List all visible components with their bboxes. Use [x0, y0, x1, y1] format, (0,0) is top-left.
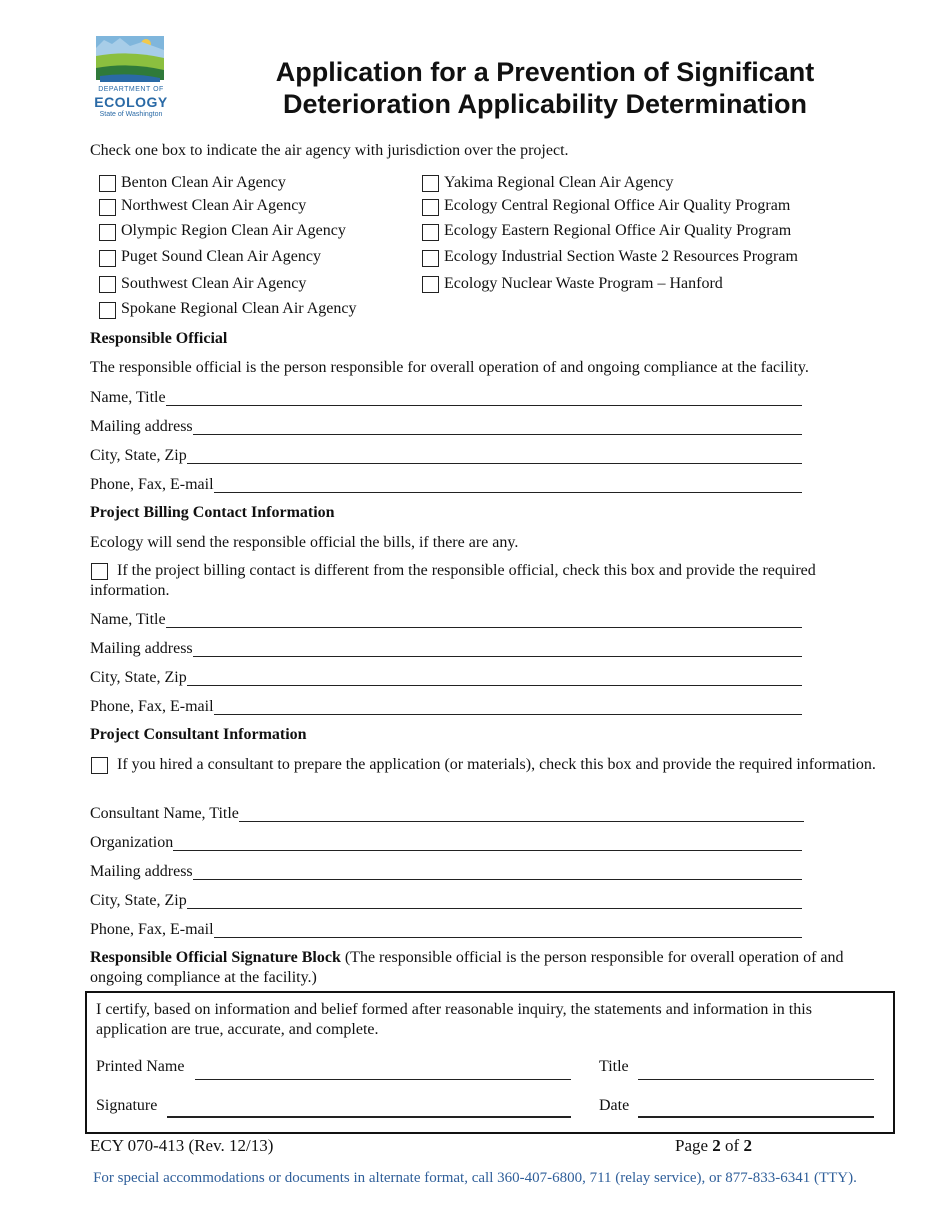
title-line[interactable]	[638, 1079, 874, 1080]
checkbox-agency-southwest[interactable]	[99, 276, 116, 293]
label-agency-ecology-industrial: Ecology Industrial Section Waste 2 Resources Program	[444, 248, 798, 265]
label-agency-ecology-central: Ecology Central Regional Office Air Quality Program	[444, 197, 791, 214]
consultant-mailing-field[interactable]	[90, 860, 802, 882]
field-label: Organization	[90, 834, 174, 851]
field-label: Consultant Name, Title	[90, 805, 239, 822]
checkbox-agency-ecology-nuclear[interactable]	[422, 276, 439, 293]
checkbox-agency-ecology-eastern[interactable]	[422, 224, 439, 241]
consultant-check-text: If you hired a consultant to prepare the application (or materials), check this box and provide the required information.	[117, 756, 876, 773]
logo-ecology-text: ECOLOGY	[94, 94, 168, 110]
label-agency-olympic: Olympic Region Clean Air Agency	[121, 222, 346, 239]
field-label: City, State, Zip	[90, 447, 187, 464]
responsible-phone-field[interactable]	[90, 473, 802, 495]
label-agency-puget-sound: Puget Sound Clean Air Agency	[121, 248, 321, 265]
printed-name-line[interactable]	[195, 1079, 571, 1080]
consultant-city-field[interactable]	[90, 889, 802, 911]
label-agency-spokane: Spokane Regional Clean Air Agency	[121, 300, 357, 317]
label-agency-yakima: Yakima Regional Clean Air Agency	[444, 174, 674, 191]
agency-instruction: Check one box to indicate the air agency with jurisdiction over the project.	[90, 142, 569, 159]
signature-heading: Responsible Official Signature Block	[90, 949, 341, 966]
checkbox-agency-ecology-industrial[interactable]	[422, 250, 439, 267]
form-id: ECY 070-413 (Rev. 12/13)	[90, 1136, 274, 1155]
billing-heading: Project Billing Contact Information	[90, 504, 335, 521]
field-label: City, State, Zip	[90, 892, 187, 909]
billing-city-field[interactable]	[90, 666, 802, 688]
date-line[interactable]	[638, 1116, 874, 1118]
billing-description: Ecology will send the responsible official the bills, if there are any.	[90, 534, 519, 551]
field-label: Mailing address	[90, 863, 193, 880]
label-agency-southwest: Southwest Clean Air Agency	[121, 275, 307, 292]
title-line-2: Deterioration Applicability Determination	[282, 89, 808, 119]
responsible-description: The responsible official is the person responsible for overall operation of and ongoing compliance at the facility.	[90, 359, 809, 376]
page-number	[675, 1136, 752, 1156]
responsible-mailing-field[interactable]	[90, 415, 802, 437]
label-agency-ecology-eastern: Ecology Eastern Regional Office Air Quality Program	[444, 222, 792, 239]
certify-statement: I certify, based on information and belief formed after reasonable inquiry, the statements and information in this application are true, accurate, and complete.	[96, 1001, 812, 1038]
field-underline	[90, 879, 802, 880]
billing-check-text: If the project billing contact is different from the responsible official, check this box and provide the required information.	[90, 562, 816, 599]
checkbox-agency-yakima[interactable]	[422, 175, 439, 192]
checkbox-agency-northwest[interactable]	[99, 199, 116, 216]
field-label: City, State, Zip	[90, 669, 187, 686]
field-underline	[90, 627, 802, 628]
checkbox-agency-puget-sound[interactable]	[99, 250, 116, 267]
checkbox-agency-benton[interactable]	[99, 175, 116, 192]
signature-heading-paragraph	[90, 948, 875, 988]
logo-state-text: State of Washington	[99, 111, 163, 118]
label-agency-benton: Benton Clean Air Agency	[121, 174, 286, 191]
signature-line[interactable]	[167, 1116, 571, 1118]
field-label: Phone, Fax, E-mail	[90, 921, 214, 938]
consultant-organization-field[interactable]	[90, 831, 802, 853]
page-total: 2	[743, 1136, 752, 1155]
field-label: Name, Title	[90, 389, 166, 406]
signature-box	[85, 991, 895, 1134]
page-word: Page	[675, 1136, 709, 1155]
field-label: Mailing address	[90, 418, 193, 435]
field-label: Name, Title	[90, 611, 166, 628]
checkbox-agency-spokane[interactable]	[99, 302, 116, 319]
accommodations-note: For special accommodations or documents in alternate format, call 360-407-6800, 711 (relay service), or 877-833-6341 (TTY).	[93, 1170, 857, 1186]
date-label: Date	[599, 1097, 630, 1114]
label-agency-ecology-nuclear: Ecology Nuclear Waste Program – Hanford	[444, 275, 723, 292]
signature-heading-note: (The responsible official is the person responsible for overall operation of and ongoing compliance at the facility.)	[90, 949, 844, 986]
title-label: Title	[599, 1058, 629, 1075]
field-underline	[90, 405, 802, 406]
field-label: Mailing address	[90, 640, 193, 657]
checkbox-agency-ecology-central[interactable]	[422, 199, 439, 216]
field-label: Phone, Fax, E-mail	[90, 698, 214, 715]
field-underline	[90, 434, 802, 435]
consultant-phone-field[interactable]	[90, 918, 802, 940]
consultant-name-field[interactable]	[90, 802, 804, 824]
printed-name-label: Printed Name	[96, 1058, 185, 1075]
billing-name-field[interactable]	[90, 608, 802, 630]
billing-mailing-field[interactable]	[90, 637, 802, 659]
responsible-city-field[interactable]	[90, 444, 802, 466]
field-underline	[90, 656, 802, 657]
responsible-heading: Responsible Official	[90, 330, 228, 347]
page-current: 2	[712, 1136, 721, 1155]
field-underline	[90, 850, 802, 851]
checkbox-agency-olympic[interactable]	[99, 224, 116, 241]
field-underline	[90, 685, 802, 686]
field-underline	[90, 463, 802, 464]
page-title	[190, 56, 900, 120]
consultant-heading: Project Consultant Information	[90, 726, 307, 743]
label-agency-northwest: Northwest Clean Air Agency	[121, 197, 307, 214]
page-of-word: of	[725, 1136, 740, 1155]
responsible-name-field[interactable]	[90, 386, 802, 408]
logo-department-text: DEPARTMENT OF	[98, 86, 164, 93]
field-label: Phone, Fax, E-mail	[90, 476, 214, 493]
field-underline	[90, 908, 802, 909]
title-line-1: Application for a Prevention of Significant	[275, 57, 815, 87]
billing-phone-field[interactable]	[90, 695, 802, 717]
signature-label: Signature	[96, 1097, 158, 1114]
